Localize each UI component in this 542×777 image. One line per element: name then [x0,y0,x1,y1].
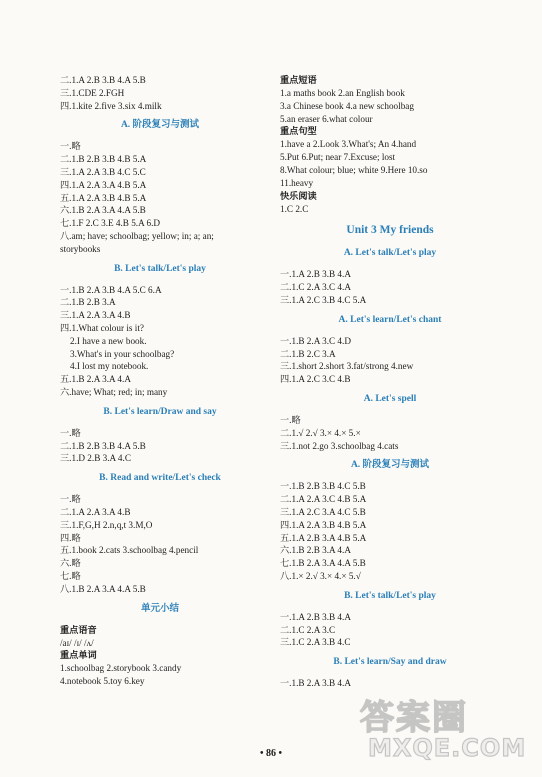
answer-line: 8.What colour; blue; white 9.Here 10.so [280,164,428,175]
answer-line: 七.1.F 2.C 3.E 4.B 5.A 6.D [60,218,161,229]
answer-line: 七.1.B 2.A 3.A 4.A 5.B [280,558,366,569]
answer-line: 二.1.A 2.A 3.C 4.B 5.A [280,494,367,505]
answer-line: 四.1.What colour is it? [60,322,144,333]
answer-line: 1.have a 2.Look 3.What's; An 4.hand [280,139,417,150]
answer-line: 二.1.B 2.B 3.A [60,297,116,308]
answer-line: 二.1.B 2.C 3.A [280,348,336,359]
answer-line: 三.1.A 2.C 3.A 4.C 5.B [280,506,366,517]
watermark-logo [360,690,535,770]
answer-line: 二.1.A 2.B 3.B 4.A 5.B [60,75,146,85]
answer-line: 3.What's in your schoolbag? [70,348,175,359]
answer-line: 二.1.B 2.B 3.B 4.A 5.B [60,440,146,451]
answer-line: 3.a Chinese book 4.a new schoolbag [280,100,414,111]
summary-label: 重点句型 [280,126,317,137]
answer-line: 一.略 [60,141,81,152]
answer-line: 二.1.A 2.A 3.A 4.B [60,506,131,517]
answer-line: 三.1.A 2.C 3.B 4.C 5.A [280,294,367,305]
right-column [280,74,500,690]
left-column [60,74,260,688]
answer-line: 四.1.kite 2.five 3.six 4.milk [60,100,162,111]
answer-line: 二.1.√ 2.√ 3.× 4.× 5.× [280,427,361,438]
answer-line: storybooks [60,243,101,254]
answer-line: 四.1.A 2.C 3.C 4.B [280,374,351,385]
answer-line: 三.1.CDE 2.FGH [60,87,125,98]
answer-line: 1.a maths book 2.an English book [280,88,405,98]
answer-line: 三.1.D 2.B 3.A 4.C [60,453,131,464]
answer-line: 5.Put 6.Put; near 7.Excuse; lost [280,152,396,163]
answer-line: 五.1.A 2.A 3.B 4.B 5.A [60,192,147,203]
answer-line: 八.1.B 2.A 3.A 4.A 5.B [60,583,146,594]
summary-label: 重点单词 [60,650,97,661]
answer-line: 四.1.A 2.A 3.B 4.B 5.A [280,519,367,530]
answer-line: 11.heavy [280,177,314,188]
answer-line: 二.1.C 2.A 3.C [280,624,336,635]
answer-line: 一.略 [60,427,81,438]
summary-label: 快乐阅读 [280,190,317,201]
watermark-en: MXQE.COM [368,734,527,762]
answer-line: 三.1.not 2.go 3.schoolbag 4.cats [280,440,399,451]
answer-line: 四.略 [60,532,81,543]
section-heading: B. Read and write/Let's check [99,473,221,484]
answer-line: 2.I have a new book. [70,335,147,346]
answer-line: 4.notebook 5.toy 6.key [60,676,145,687]
section-heading: A. Let's talk/Let's play [343,248,437,259]
answer-line: 一.略 [280,414,301,425]
answer-line: 五.1.book 2.cats 3.schoolbag 4.pencil [60,545,199,556]
answer-line: 三.1.A 2.A 3.B 4.C 5.C [60,166,146,177]
section-heading: B. Let's talk/Let's play [114,263,206,274]
summary-label: 重点语音 [60,624,97,635]
answer-line: 一.1.A 2.B 3.B 4.A [280,269,351,280]
answer-line: 4.I lost my notebook. [70,361,149,372]
answer-line: 五.1.B 2.A 3.A 4.A [60,374,131,385]
answer-line: 一.1.A 2.B 3.B 4.A [280,611,351,622]
summary-label: 重点短语 [280,75,317,85]
answer-line: 四.1.A 2.A 3.A 4.B 5.A [60,179,147,190]
answer-line: 三.1.F,G,H 2.n,q,t 3.M,O [60,519,153,530]
answer-line: 一.1.B 2.A 3.C 4.D [280,335,351,346]
answer-line: 一.1.B 2.A 3.B 4.A [280,678,351,689]
section-heading: Unit 3 My friends [346,224,434,237]
answer-line: 三.1.C 2.A 3.B 4.C [280,637,351,648]
answer-line: 一.1.B 2.B 3.B 4.C 5.B [280,481,366,492]
answer-line: 三.1.A 2.A 3.A 4.B [60,310,131,321]
answer-line: 八.am; have; schoolbag; yellow; in; a; an; [60,230,214,241]
section-heading: 单元小结 [140,603,179,614]
section-heading: B. Let's learn/Draw and say [103,406,217,417]
page-number: • 86 • [259,748,282,759]
answer-line: 六.略 [60,558,81,569]
watermark-cn: 答案圈 [360,698,468,738]
answer-line: 五.1.A 2.B 3.A 4.B 5.A [280,532,367,543]
answer-line: 六.1.B 2.B 3.A 4.A [280,545,351,556]
answer-line: 三.1.short 2.short 3.fat/strong 4.new [280,361,414,372]
section-heading: B. Let's talk/Let's play [344,590,436,601]
section-heading: A. Let's learn/Let's chant [338,314,442,325]
answer-line: 1.schoolbag 2.storybook 3.candy [60,663,182,674]
section-heading: A. Let's spell [363,393,417,404]
answer-line: 1.C 2.C [280,203,309,214]
section-heading: B. Let's learn/Say and draw [333,657,447,668]
answer-line: 八.1.× 2.√ 3.× 4.× 5.√ [280,570,361,581]
answer-line: 七.略 [60,570,81,581]
answer-line: 二.1.B 2.B 3.B 4.B 5.A [60,154,147,165]
answer-line: 二.1.C 2.A 3.C 4.A [280,282,351,293]
answer-line: /aɪ/ /ɪ/ /ʌ/ [60,637,94,648]
answer-line: 5.an eraser 6.what colour [280,113,373,124]
answer-line: 一.1.B 2.A 3.B 4.A 5.C 6.A [60,284,162,295]
section-heading: A. 阶段复习与测试 [120,120,200,131]
section-heading: A. 阶段复习与测试 [350,460,430,471]
answer-line: 六.1.B 2.A 3.A 4.A 5.B [60,205,146,216]
answer-line: 一.略 [60,494,81,505]
answer-line: 六.have; What; red; in; many [60,386,168,397]
